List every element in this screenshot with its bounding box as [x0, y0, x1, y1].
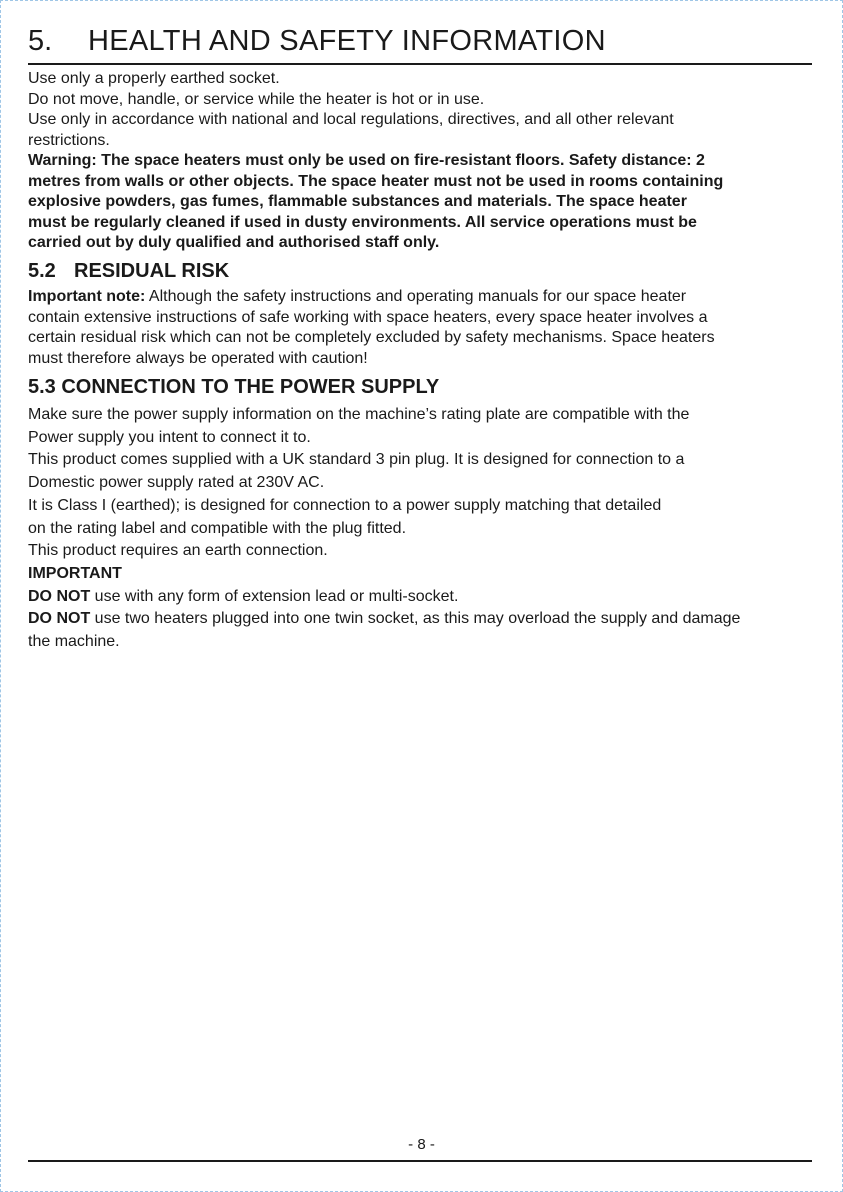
power-supply-line: on the rating label and compatible with the plug fitted. — [28, 519, 407, 537]
do-not-label: DO NOT — [28, 610, 91, 628]
section-heading — [28, 21, 812, 65]
warning-line: Warning: The space heaters must only be used on fire-resistant floors. Safety distance: 2 — [28, 152, 705, 169]
do-not-text: use two heaters plugged into one twin socket, as this may overload the supply and damage — [90, 610, 741, 628]
residual-risk-line: certain residual risk which can not be completely excluded by safety mechanisms. Space heaters — [28, 329, 715, 346]
important-label: IMPORTANT — [28, 564, 122, 582]
power-supply-paragraph — [28, 404, 814, 654]
residual-risk-line: must therefore always be operated with caution! — [28, 349, 368, 367]
warning-line: carried out by duly qualified and authorised staff only. — [28, 234, 440, 251]
residual-risk-line: Although the safety instructions and operating manuals for our space heater — [145, 288, 687, 305]
page-number: - 8 - — [408, 1136, 435, 1153]
section-title: HEALTH AND SAFETY INFORMATION — [88, 25, 606, 57]
power-supply-line: Domestic power supply rated at 230V AC. — [28, 474, 325, 492]
residual-risk-title: RESIDUAL RISK — [74, 260, 230, 282]
intro-line: Use only in accordance with national and local regulations, directives, and all other relevant — [28, 111, 674, 128]
residual-risk-paragraph — [28, 287, 814, 369]
footer-rule — [28, 1160, 812, 1162]
power-supply-line: This product requires an earth connection. — [28, 542, 328, 560]
power-supply-line: Power supply you intent to connect it to. — [28, 428, 311, 446]
residual-risk-number: 5.2 — [28, 260, 56, 282]
residual-risk-heading — [28, 259, 229, 283]
warning-line: must be regularly cleaned if used in dusty environments. All service operations must be — [28, 213, 697, 231]
do-not-label: DO NOT — [28, 587, 91, 605]
warning-line: explosive powders, gas fumes, flammable substances and materials. The space heater — [28, 193, 687, 210]
do-not-text: use with any form of extension lead or multi-socket. — [90, 587, 459, 605]
power-supply-line: It is Class I (earthed); is designed for connection to a power supply matching that detailed — [28, 496, 662, 514]
intro-line: restrictions. — [28, 131, 110, 149]
power-supply-line: Make sure the power supply information on the machine’s rating plate are compatible with the — [28, 406, 690, 423]
power-supply-line: This product comes supplied with a UK standard 3 pin plug. It is designed for connection to a — [28, 451, 685, 469]
do-not-text-continued: the machine. — [28, 633, 120, 651]
power-supply-heading: 5.3 CONNECTION TO THE POWER SUPPLY — [28, 376, 440, 398]
important-note-label: Important note: — [28, 288, 146, 305]
section-number: 5. — [28, 25, 53, 57]
intro-paragraph — [28, 69, 814, 254]
intro-line: Use only a properly earthed socket. — [28, 70, 280, 87]
residual-risk-line: contain extensive instructions of safe working with space heaters, every space heater involves a — [28, 308, 708, 326]
warning-line: metres from walls or other objects. The space heater must not be used in rooms containing — [28, 172, 724, 190]
intro-line: Do not move, handle, or service while the heater is hot or in use. — [28, 90, 485, 108]
